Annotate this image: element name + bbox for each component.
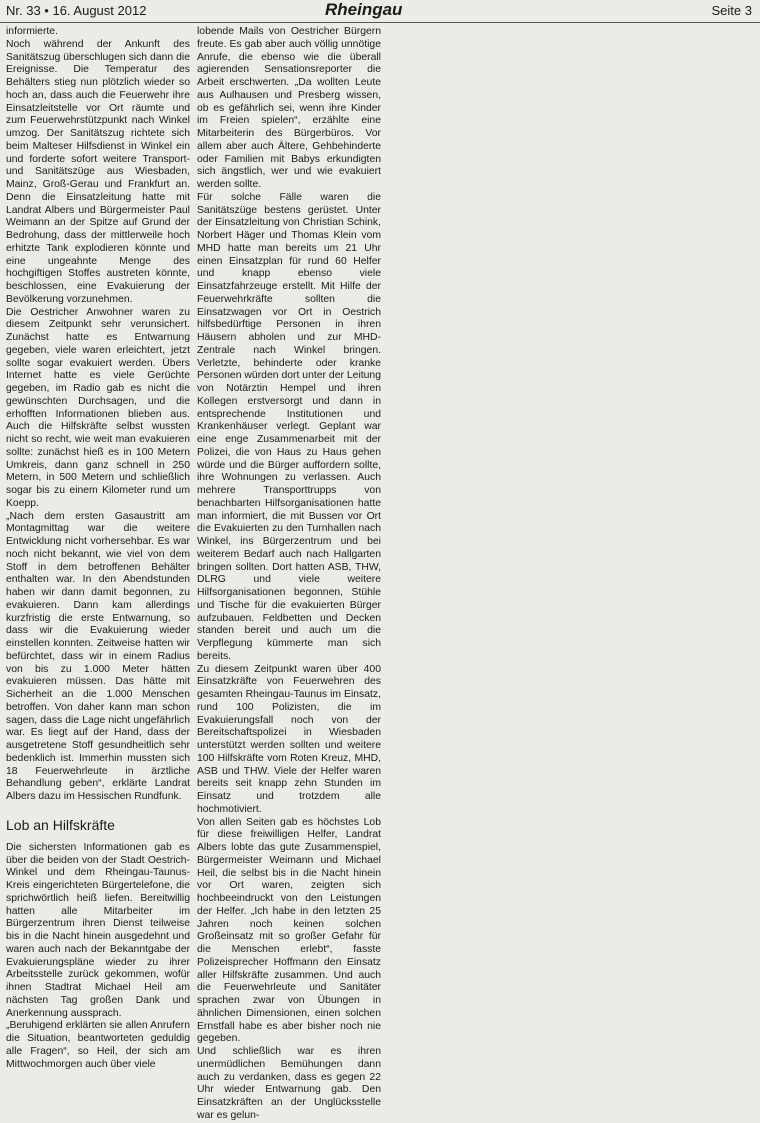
page-number: Seite 3 <box>711 3 752 18</box>
paragraph: informierte. <box>6 26 58 37</box>
page-header <box>0 0 760 23</box>
paragraph: Die sichersten Informationen gab es über die beiden von der Stadt Oestrich-Winkel und dem Rheingau-Taunus-Kreis eingerichteten Bürgertelefone, die sprichwörtlich heiß liefen. Bereitwillig hatten alle Mitarbeiter im Bürgerzentrum ihren Dienst teilweise bis in die Nacht hinein ausgedehnt und waren auch nach der Bekanntgabe der Evakuierungspläne wieder zu ihrer Arbeitsstelle zurück gekommen, wofür ihnen Stadtrat Michael Heil am nächsten Tag großen Dank und Anerkennung aussprach. <box>6 841 190 1019</box>
paragraph: Von allen Seiten gab es höchstes Lob für diese freiwilligen Helfer, Landrat Albers lobte das gute Zusammenspiel, Bürgermeister Weimann und Michael Heil, die selbst bis in die Nacht hinein vor Ort waren, zeigten sich hochbeeindruckt von den Leistungen der Helfer. „Ich habe in den letzten 25 Jahren noch keinen solchen Großeinsatz mit so großer Gefahr für die Menschen erlebt“, fasste Polizeisprecher Hoffmann den Einsatz aller Hilfskräfte zusammen. Und auch die Feuerwehrleute und Sanitäter sprachen zwar von Übungen in ähnlichen Dimensionen, einen solchen Ernstfall habe es aber bisher noch nie gegeben. <box>197 816 381 1045</box>
paragraph: „Nach dem ersten Gasaustritt am Montagmittag war die weitere Entwicklung nicht vorhersehbar. Es war noch nicht bekannt, wie viel von dem Stoff in dem betroffenen Behälter enthalten war. In den Abendstunden haben wir dann damit begonnen, zu evakuieren. Dann kam allerdings kurzfristig die erste Entwarnung, so dass wir die Evakuierung wieder einstellen konnten. Zeitweise hatten wir befürchtet, dass wir in einem Radius von bis zu 1.000 Meter hätten evakuieren müssen. Das hätte mit Sicherheit an die 1.000 Menschen betroffen. Von daher kann man schon sagen, dass die Lage nicht ungefährlich war. Es liegt auf der Hand, dass der ausgetretene Stoff gesundheitlich sehr bedenklich ist. Immerhin mussten sich 18 Feuerwehrleute in ärztliche Behandlung geben“, erklärte Landrat Albers dazu im Hessischen Rundfunk. <box>6 510 190 802</box>
article-column-1 <box>6 26 190 1071</box>
paragraph: Noch während der Ankunft des Sanitätszug überschlugen sich dann die Ereignisse. Die Temperatur des Behälters stieg nun plötzlich wieder so hoch an, dass auch die Feuerwehr ihre Einsatzleitstelle vor Ort räumte und zum Feuerwehrstützpunkt nach Winkel umzog. Der Sanitätszug richtete sich beim Malteser Hilfsdienst in Winkel ein und forderte sofort weitere Transport- und Sanitätszüge aus Wiesbaden, Mainz, Groß-Gerau und Frankfurt an. Denn die Einsatzleitung hatte mit Landrat Albers und Bürgermeister Paul Weimann an der Spitze auf Grund der Bedrohung, dass der mittlerweile hoch erhitzte Tank explodieren könnte und eine ungeahnte Menge des hochgiftigen Stoffes austreten könnte, beschlossen, eine Evakuierung der Bevölkerung vorzunehmen. <box>6 38 190 305</box>
section-title: Rheingau <box>325 0 403 19</box>
paragraph: „Beruhigend erklärten sie allen Anrufern die Situation, beantworteten geduldig alle Fragen“, so Heil, der sich am Mittwochmorgen auch über viele <box>6 1020 190 1070</box>
paragraph: Und schließlich war es ihren unermüdlichen Bemühungen dann auch zu verdanken, dass es gegen 22 Uhr wieder Entwarnung gab. Den Einsatzkräften an der Unglücksstelle war es gelun- <box>197 1046 381 1121</box>
blank-page-area <box>390 26 754 1016</box>
article-column-2 <box>197 26 381 1123</box>
paragraph: Die Oestricher Anwohner waren zu diesem Zeitpunkt sehr verunsichert. Zunächst hatte es Entwarnung gegeben, viele waren erleichtert, jetzt sollte sogar evakuiert werden. Übers Internet hatte es viele Gerüchte gegeben, im Radio gab es nicht die gewünschten Durchsagen, und die erhofften Informationen blieben aus. Auch die Hilfskräfte selbst wussten nicht so recht, wie weit man evakuieren sollte: zunächst hieß es in 100 Metern Umkreis, dann ganz schnell in 250 Metern, in 500 Metern und schließlich sogar bis zu einem Kilometer rund um Koepp. <box>6 306 190 509</box>
paragraph: lobende Mails von Oestricher Bürgern freute. Es gab aber auch völlig unnötige Anrufe, die ebenso wie die überall agierenden Sensationsreporter die Arbeit erschwerten. „Da wollten Leute aus Aulhausen und Presberg wissen, ob es gefährlich sei, wenn ihre Kinder im Freien spielen“, erzählte eine Mitarbeiterin des Bürgerbüros. Vor allem aber auch Ältere, Gehbehinderte oder Familien mit Babys erkundigten sich ängstlich, wer und wie evakuiert werden sollte. <box>197 26 381 190</box>
issue-date: Nr. 33 • 16. August 2012 <box>6 3 147 18</box>
paragraph: Zu diesem Zeitpunkt waren über 400 Einsatzkräfte von Feuerwehren des gesamten Rheingau-Taunus im Einsatz, rund 100 Polizisten, die im Evakuierungsfall noch von der Bereitschaftspolizei in Wiesbaden unterstützt werden sollten und weitere 100 Hilfskräfte vom Roten Kreuz, MHD, ASB und THW. Viele der Helfer waren bereits seit knapp zehn Stunden im Einsatz und trotzdem alle hochmotiviert. <box>197 663 381 815</box>
subheading: Lob an Hilfskräfte <box>6 816 115 833</box>
paragraph: Für solche Fälle waren die Sanitätszüge bestens gerüstet. Unter der Einsatzleitung von Christian Schink, Norbert Häger und Thomas Klein vom MHD hatte man bereits um 21 Uhr einen Einsatzplan für rund 60 Helfer und knapp ebenso viele Einsatzfahrzeuge erstellt. Mit Hilfe der Feuerwehrkräfte sollten die Einsatzwagen vor Ort in Oestrich hilfsbedürftige Personen in ihren Häusern abholen und zur MHD-Zentrale nach Winkel bringen. Verletzte, behinderte oder kranke Personen würden dort unter der Leitung von Notärztin Hempel und ihren Kollegen erstversorgt und dann in entsprechende Institutionen und Krankenhäuser verlegt. Geplant war eine enge Zusammenarbeit mit der Polizei, die von Haus zu Haus gehen würde und die Bürger auffordern sollte, ihre Wohnungen zu verlassen. Auch mehrere Transporttrupps von benachbarten Hilfsorganisationen hatte man informiert, die mit Bussen vor Ort die Evakuierten zu den Turnhallen nach Winkel, ins Bürgerzentrum und bei weiterem Bedarf auch nach Hallgarten bringen sollten. Dort hatten ASB, THW, DLRG und viele weitere Hilfsorganisationen begonnen, Stühle und Tische für die evakuierten Bürger aufzubauen. Feldbetten und Decken standen bereit und auch um die Verpflegung kümmerte man sich bereits. <box>197 191 381 662</box>
